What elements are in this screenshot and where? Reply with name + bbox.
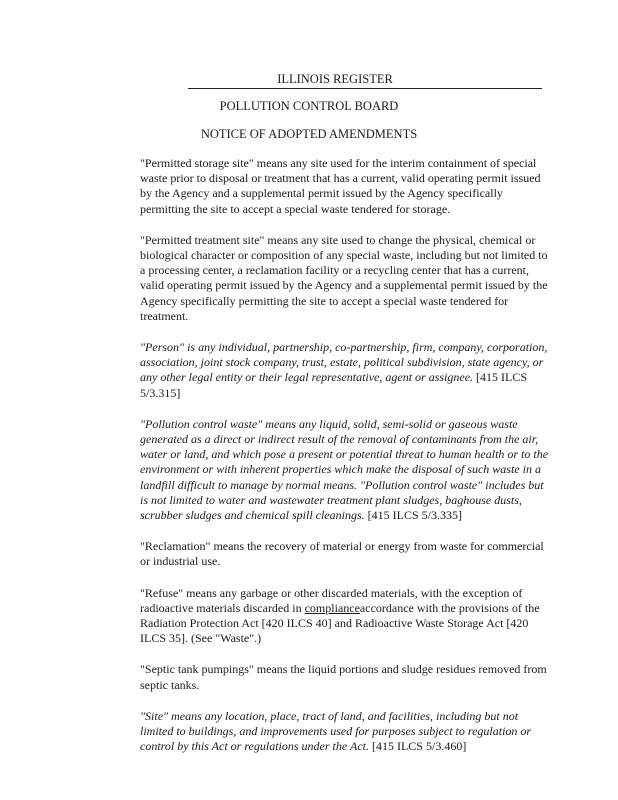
board-name: POLLUTION CONTROL BOARD bbox=[219, 99, 399, 113]
statute-citation: [415 ILCS 5/3.460] bbox=[368, 739, 467, 754]
struck-amendment-text: compliance bbox=[304, 600, 360, 615]
definition-text: "Refuse" means any garbage or other discarded materials, with the exception of radioactive materials discarded in bbox=[140, 585, 523, 615]
statutory-text: "Site" means any location, place, tract of land, and facilities, including but not limited to buildings, and improvements used for purposes subject to regulation or control by this Act or regulations under the Act. bbox=[140, 708, 532, 754]
definition-person bbox=[140, 340, 550, 401]
register-title: ILLINOIS REGISTER bbox=[188, 72, 542, 89]
definitions-body bbox=[140, 156, 550, 771]
definition-permitted-treatment-site: "Permitted treatment site" means any site used to change the physical, chemical or biological character or composition of any special waste, including but not limited to a processing center, a reclamation facility or a recycling center that has a current, valid operating permit issued by the Agency and a supplemental permit issued by the Agency specifically permitting the site to accept a special waste tendered for treatment. bbox=[140, 232, 548, 323]
statutory-text: "Pollution control waste" means any liquid, solid, semi-solid or gaseous waste generated as a direct or indirect result of the removal of contaminants from the air, water or land, and which pose a present or potential threat to human health or to the environment or with inherent properties which make the disposal of such waste in a landfill difficult to manage by normal means. "Pollution control waste" includes but is not limited to water and wastewater treatment plant sludges, baghouse dusts, scrubber sludges and chemical spill cleanings. bbox=[140, 416, 549, 523]
definition-reclamation: "Reclamation" means the recovery of material or energy from waste for commercial or industrial use. bbox=[140, 539, 544, 569]
statutory-text: "Person" is any individual, partnership, co-partnership, firm, company, corporation, association, joint stock company, trust, estate, political subdivision, state agency, or any other legal entity or their legal representative, agent or assignee. bbox=[140, 340, 548, 385]
statute-citation: [415 ILCS 5/3.335] bbox=[364, 508, 462, 523]
definition-site bbox=[140, 709, 550, 755]
definition-pollution-control-waste bbox=[140, 417, 550, 523]
statute-citation: [415 ILCS 5/3.315] bbox=[140, 370, 528, 400]
definition-text: accordance with the provisions of the Radiation Protection Act [420 ILCS 40] and Radioactive Waste Storage Act [420 ILCS 35]. (See "Waste".) bbox=[140, 600, 540, 646]
definition-refuse bbox=[140, 586, 550, 647]
notice-title: NOTICE OF ADOPTED AMENDMENTS bbox=[200, 127, 418, 141]
definition-permitted-storage-site: "Permitted storage site" means any site used for the interim containment of special waste prior to disposal or treatment that has a current, valid operating permit issued by the Agency and a supplemental permit issued by the Agency specifically permitting the site to accept a special waste tendered for storage. bbox=[140, 156, 541, 216]
definition-septic-tank-pumpings: "Septic tank pumpings" means the liquid portions and sludge residues removed from septic tanks. bbox=[140, 662, 547, 692]
